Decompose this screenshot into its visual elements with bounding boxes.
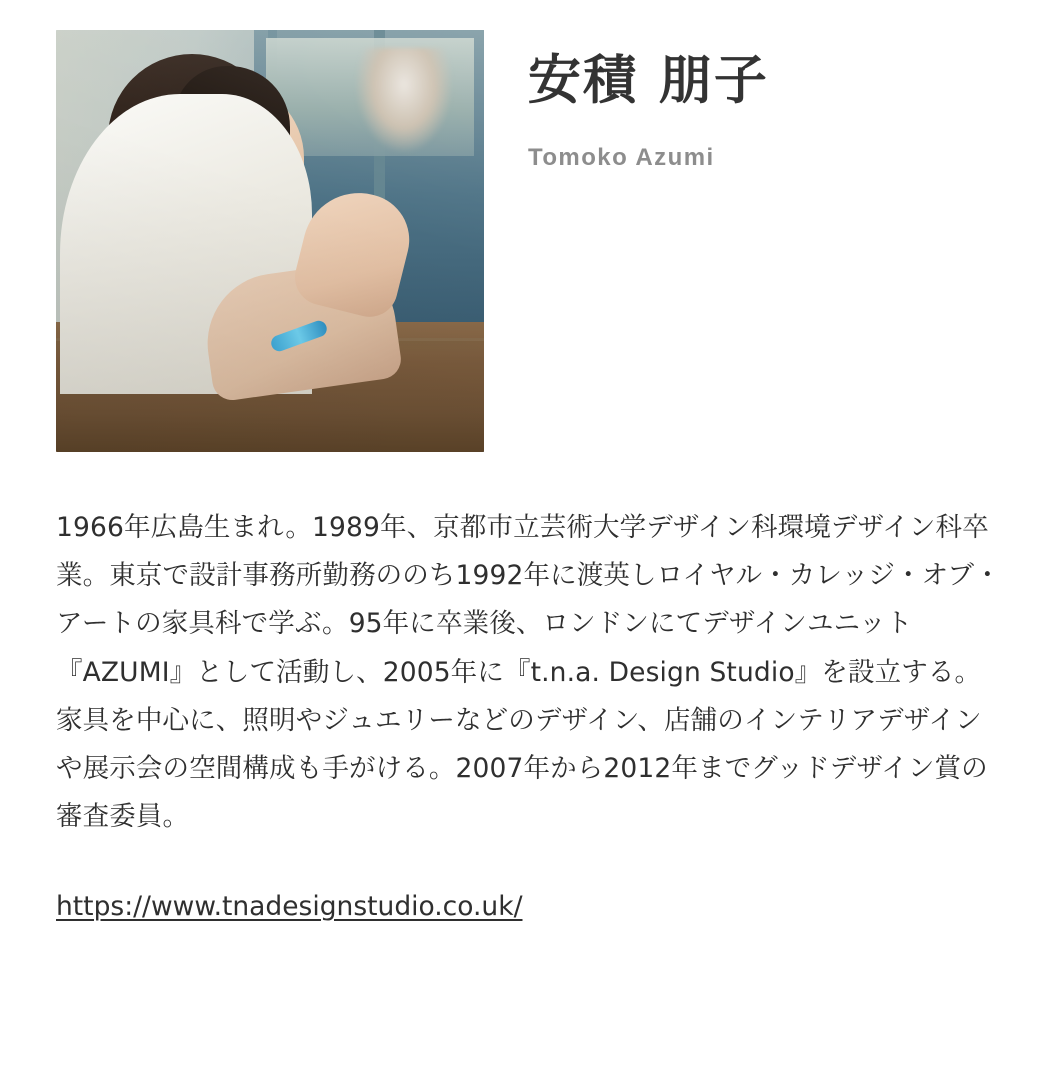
website-link[interactable]: https://www.tnadesignstudio.co.uk/ <box>56 890 523 922</box>
portrait-photo-image <box>56 30 484 452</box>
portrait-photo <box>56 30 484 452</box>
website-link-row <box>56 886 1007 928</box>
profile-header <box>56 30 1007 452</box>
page-title: 安積 朋子 <box>528 50 770 111</box>
biography-text: 1966年広島生まれ。1989年、京都市立芸術大学デザイン科環境デザイン科卒業。東京で設計事務所勤務ののち1992年に渡英しロイヤル・カレッジ・オブ・アートの家具科で学ぶ。95年に卒業後、ロンドンにてデザインユニット『AZUMI』として活動し、2005年に『t.n.a. Design Studio』を設立する。家具を中心に、照明やジュエリーなどのデザイン、店舗のインテリアデザインや展示会の空間構成も手がける。2007年から2012年までグッドデザイン賞の審査委員。 <box>56 512 1001 833</box>
photo-shading-overlay <box>56 30 484 452</box>
page-subtitle: Tomoko Azumi <box>528 144 715 172</box>
name-block <box>528 30 769 173</box>
